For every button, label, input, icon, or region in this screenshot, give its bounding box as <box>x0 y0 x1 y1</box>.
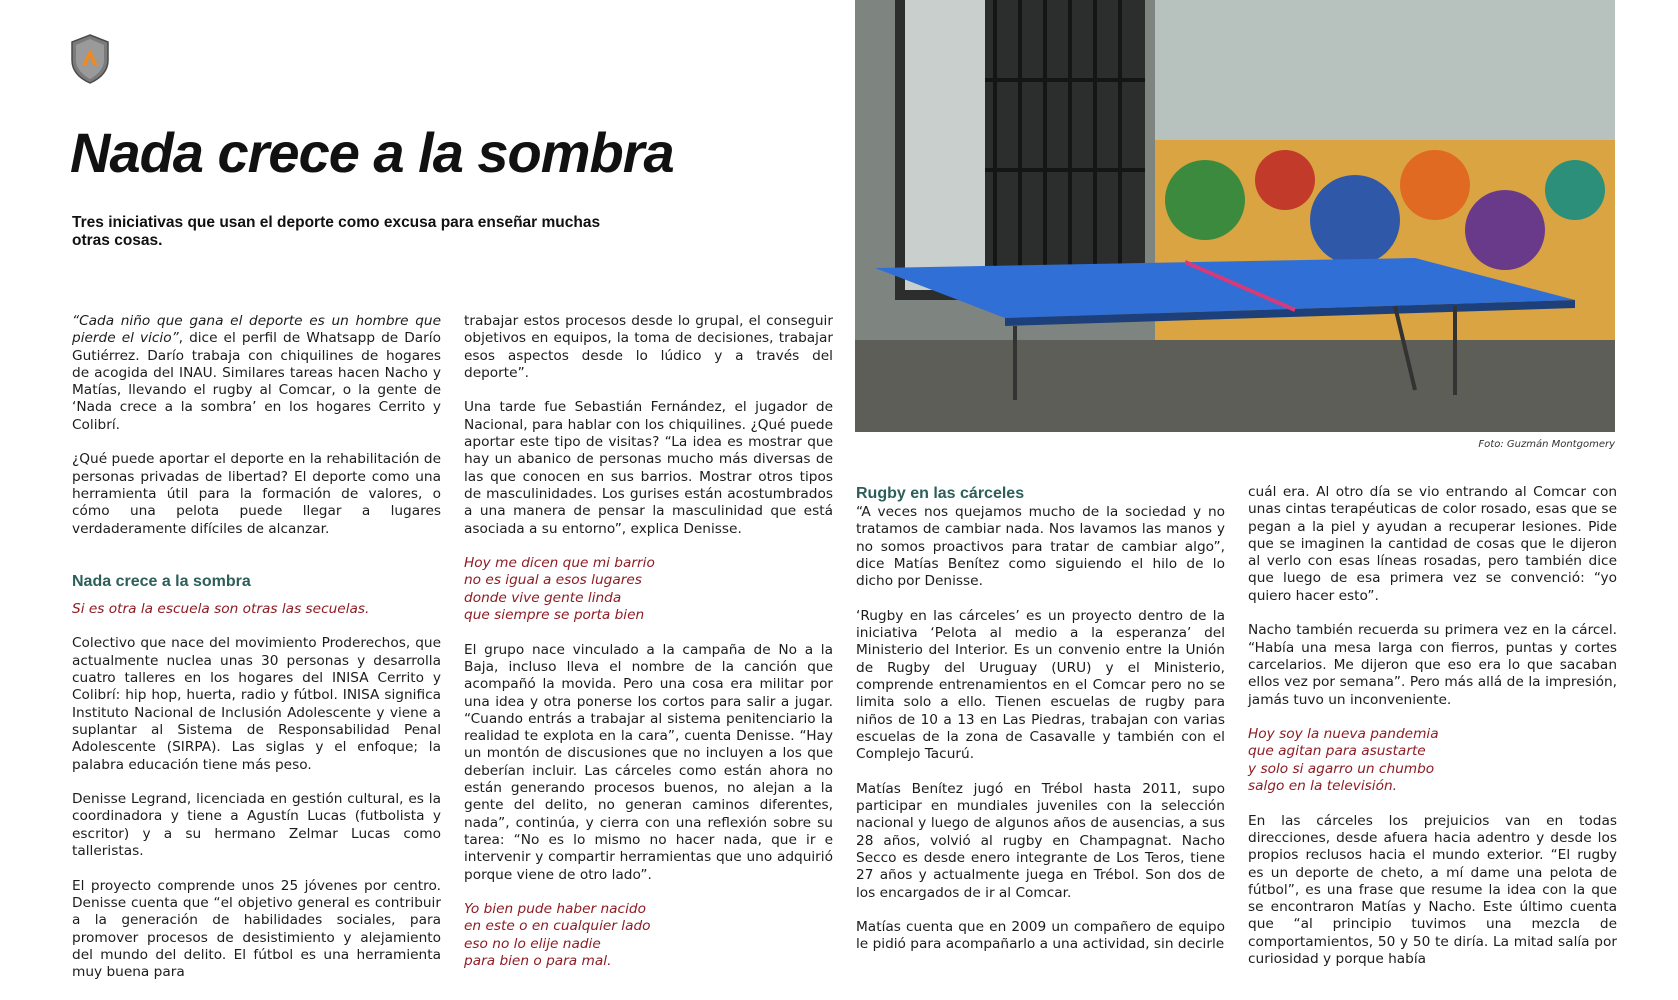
verse-line: y solo si agarro un chumbo <box>1248 760 1435 777</box>
motto: Si es otra la escuela son otras las secuelas. <box>72 600 370 617</box>
verse-block <box>1248 726 1617 795</box>
paragraph: trabajar estos procesos desde lo grupal, el conseguir objetivos en equipos, la toma de decisiones, trabajar esos aspectos desde lo lúdico y a través del deporte”. <box>464 313 833 381</box>
column-2 <box>464 313 833 988</box>
column-4 <box>1248 484 1617 986</box>
paragraph: Matías Benítez jugó en Trébol hasta 2011, supo participar en mundiales juveniles con la selección nacional y luego de algunos años de ausencias, a sus 28 años, volvió al rugby en Champagnat. Nacho Secco es desde enero integrante de Los Teros, tiene 27 años y actualmente juega en Trébol. Son dos de los encargados de ir al Comcar. <box>856 780 1225 901</box>
verse-line: salgo en la televisión. <box>1248 778 1397 795</box>
verse-line: Hoy me dicen que mi barrio <box>464 555 655 572</box>
paragraph: Colectivo que nace del movimiento Proderechos, que actualmente nuclea unas 30 personas y desarrolla cuatro talleres en los hogares del INISA Cerrito y Colibrí: hip hop, huerta, radio y fútbol. INISA significa Instituto Nacional de Inclusión Adolescente y viene a suplantar al Sistema de Responsabilidad Penal Adolescente (SIRPA). Las siglas y el enfoque; la palabra educación tiene más peso. <box>72 635 441 773</box>
column-3 <box>856 484 1225 971</box>
paragraph: “A veces nos quejamos mucho de la sociedad y no tratamos de cambiar nada. Nos lavamos las manos y no somos proactivos para tratar de cambiar algo”, dice Matías Benítez como siguiendo el hilo de lo dicho por Denisse. <box>856 504 1225 590</box>
paragraph: Una tarde fue Sebastián Fernández, el jugador de Nacional, para hablar con los chiquilines. ¿Qué puede aportar este tipo de visitas? “La idea es mostrar que hay un abanico de personas mucho más diversas de las que conocen en sus barrios. Mostrar otros tipos de masculinidades. Los gurises están acostumbrados a una manera de pensar la masculinidad que está asociada a su entorno”, explica Denisse. <box>464 399 833 537</box>
article-title: Nada crece a la sombra <box>70 121 674 184</box>
verse-line: donde vive gente linda <box>464 589 622 606</box>
column-1 <box>72 313 441 999</box>
verse-line: no es igual a esos lugares <box>464 572 642 589</box>
paragraph: El grupo nace vinculado a la campaña de No a la Baja, incluso lleva el nombre de la canción que acompañó la movida. Pero una cosa era militar por una idea y otra ponerse los cortos para salir a jugar. “Cuando entrás a trabajar al sistema penitenciario la realidad te explota en la cara”, cuenta Denisse. “Hay un montón de discusiones que no incluyen a los que deberían incluir. Las cárceles como están ahora no están generando procesos buenos, no alejan a la gente del delito, no generan caminos diferentes, nada”, continúa, y cierra con una reflexión sobre su tarea: “No es lo mismo no hacer nada, que ir e intervenir y compartir herramientas que uno adquirió porque viene de otro lado”. <box>464 641 833 883</box>
paragraph-text: , dice el perfil de Whatsapp de Darío Gutiérrez. Darío trabaja con chiquilines de hogares de acogida del INAU. Similares tareas hacen Nacho y Matías, llevando el rugby al Comcar, o la gente de ‘Nada crece a la sombra’ en los hogares Cerrito y Colibrí. <box>72 330 441 433</box>
photo-caption: Foto: Guzmán Montgomery <box>1478 439 1615 450</box>
verse-line: Yo bien pude haber nacido <box>464 901 646 918</box>
shield-logo-icon <box>70 34 110 84</box>
verse-line: que siempre se porta bien <box>464 607 645 624</box>
section-heading: Rugby en las cárceles <box>856 485 1025 502</box>
paragraph: El proyecto comprende unos 25 jóvenes por centro. Denisse cuenta que “el objetivo general es contribuir a la generación de habilidades sociales, para promover procesos de desistimiento y alejamiento del mundo del delito. El fútbol es una herramienta muy buena para <box>72 877 441 981</box>
paragraph: Matías cuenta que en 2009 un compañero de equipo le pidió para acompañarlo a una actividad, sin decirle <box>856 919 1225 953</box>
verse-line: eso no lo elije nadie <box>464 935 601 952</box>
verse-line: Hoy soy la nueva pandemia <box>1248 726 1439 743</box>
paragraph: Nacho también recuerda su primera vez en la cárcel. “Había una mesa larga con fierros, puntas y cortes carcelarios. Me dijeron que eso era lo que sacaban ellos vez por semana”. Pero más allá de la impresión, jamás tuvo un inconveniente. <box>1248 622 1617 708</box>
verse-line: que agitan para asustarte <box>1248 743 1426 760</box>
verse-line: en este o en cualquier lado <box>464 918 651 935</box>
verse-line: para bien o para mal. <box>464 952 612 969</box>
verse-block <box>464 901 833 970</box>
article-subtitle: Tres iniciativas que usan el deporte como excusa para enseñar muchas otras cosas. <box>72 214 601 249</box>
paragraph: Denisse Legrand, licenciada en gestión cultural, es la coordinadora y tiene a Agustín Lucas (futbolista y escritor) y a su hermano Zelmar Lucas como talleristas. <box>72 791 441 860</box>
paragraph <box>72 313 441 434</box>
paragraph: En las cárceles los prejuicios van en todas direcciones, desde afuera hacia adentro y desde los propios reclusos hacia el mundo exterior. “El rugby es un deporte de cheto, a mí dame una pelota de fútbol”, es una frase que resume la idea con la que se encontraron Matías y Nacho. Este último cuenta que “al principio tuvimos una mezcla de comportamientos, 50 y 50 te diría. La mitad salía por curiosidad y porque había <box>1248 812 1617 968</box>
opening-quote: “Cada niño que gana el deporte es un hombre que pierde el vicio” <box>72 313 441 347</box>
section-heading: Nada crece a la sombra <box>72 572 251 590</box>
paragraph: ‘Rugby en las cárceles’ es un proyecto dentro de la iniciativa ‘Pelota al medio a la esperanza’ del Ministerio del Interior. Es un convenio entre la Unión de Rugby del Uruguay (URU) y el Ministerio, comprende entrenamientos en el Comcar pero no se limita solo a ello. Tienen escuelas de rugby para niños de 10 a 13 en Las Piedras, trabajan con varias escuelas de la zona de Casavalle y también con el Complejo Tacurú. <box>856 607 1225 763</box>
paragraph: ¿Qué puede aportar el deporte en la rehabilitación de personas privadas de libertad? El deporte como una herramienta útil para la formación de valores, o cómo una pelota puede llegar a lugares verdaderamente difíciles de alcanzar. <box>72 451 441 537</box>
paragraph: cuál era. Al otro día se vio entrando al Comcar con unas cintas terapéuticas de color rosado, esas que se pegan a la piel y ayudan a recuperar lesiones. Pide que se imaginen la cantidad de cosas que le dijeron al verlo con esas líneas rosadas, pero también dice que luego de esa primera vez se convenció: “yo quiero hacer esto”. <box>1248 484 1617 604</box>
ping-pong-photo <box>855 0 1615 432</box>
verse-block <box>464 555 833 624</box>
